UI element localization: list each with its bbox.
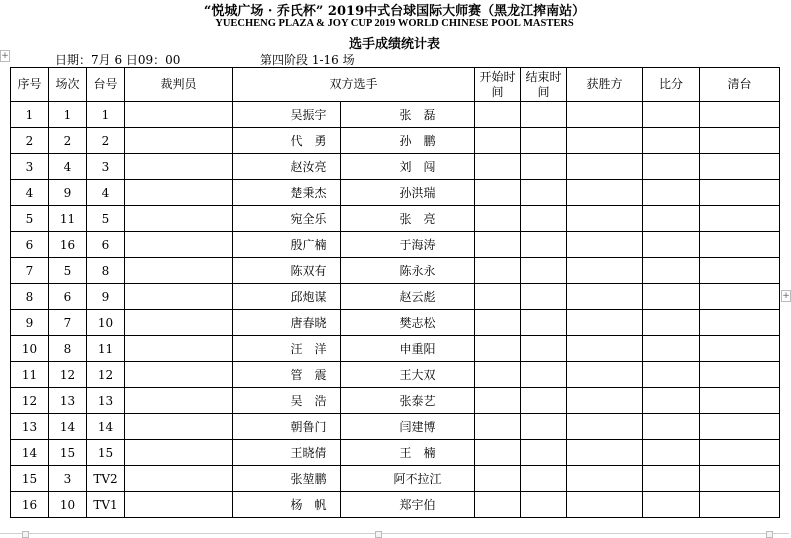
end-time-cell[interactable] — [521, 284, 567, 310]
player-a-cell: 张堃鹏 — [233, 466, 341, 492]
seq-cell: 14 — [11, 440, 49, 466]
player-a-cell: 陈双有 — [233, 258, 341, 284]
winner-cell[interactable] — [567, 284, 643, 310]
score-cell[interactable] — [643, 232, 700, 258]
header-row — [11, 68, 780, 102]
table-no-cell: 9 — [87, 284, 125, 310]
start-time-cell[interactable] — [475, 258, 521, 284]
col-header-players: 双方选手 — [233, 68, 475, 102]
match-cell: 11 — [49, 206, 87, 232]
start-time-cell[interactable] — [475, 310, 521, 336]
start-time-cell[interactable] — [475, 206, 521, 232]
seq-cell: 7 — [11, 258, 49, 284]
end-time-cell[interactable] — [521, 310, 567, 336]
match-cell: 2 — [49, 128, 87, 154]
referee-cell[interactable] — [125, 180, 233, 206]
clearance-cell[interactable] — [700, 310, 780, 336]
player-b-cell: 郑宇伯 — [341, 492, 475, 518]
score-cell[interactable] — [643, 258, 700, 284]
table-row — [11, 362, 780, 388]
table-no-cell: 11 — [87, 336, 125, 362]
title-english: YUECHENG PLAZA & JOY CUP 2019 WORLD CHINESE POOL MASTERS — [215, 18, 574, 29]
score-cell[interactable] — [643, 388, 700, 414]
page-bottom-rule — [0, 533, 789, 534]
referee-cell[interactable] — [125, 414, 233, 440]
end-time-cell[interactable] — [521, 154, 567, 180]
end-time-cell[interactable] — [521, 336, 567, 362]
col-header-start-time: 开始时间 — [475, 68, 521, 102]
table-row — [11, 232, 780, 258]
start-time-cell[interactable] — [475, 232, 521, 258]
score-cell[interactable] — [643, 102, 700, 128]
seq-cell: 1 — [11, 102, 49, 128]
clearance-cell[interactable] — [700, 466, 780, 492]
col-header-seq: 序号 — [11, 68, 49, 102]
scroll-tick-left-icon[interactable] — [22, 531, 29, 538]
seq-cell: 13 — [11, 414, 49, 440]
match-cell: 15 — [49, 440, 87, 466]
player-b-cell: 张 亮 — [341, 206, 475, 232]
player-a-cell: 唐春晓 — [233, 310, 341, 336]
player-b-cell: 张 磊 — [341, 102, 475, 128]
player-b-cell: 阿不拉江 — [341, 466, 475, 492]
table-row — [11, 414, 780, 440]
table-no-cell: 4 — [87, 180, 125, 206]
player-b-cell: 申重阳 — [341, 336, 475, 362]
table-row — [11, 154, 780, 180]
stage-label: 第四阶段 1-16 场 — [260, 53, 355, 67]
clearance-cell[interactable] — [700, 154, 780, 180]
table-no-cell: TV2 — [87, 466, 125, 492]
seq-cell: 8 — [11, 284, 49, 310]
start-time-cell[interactable] — [475, 180, 521, 206]
seq-cell: 10 — [11, 336, 49, 362]
winner-cell[interactable] — [567, 466, 643, 492]
clearance-cell[interactable] — [700, 362, 780, 388]
score-cell[interactable] — [643, 206, 700, 232]
table-no-cell: 10 — [87, 310, 125, 336]
page-anchor-icon[interactable]: + — [1, 51, 9, 61]
clearance-cell[interactable] — [700, 388, 780, 414]
table-row — [11, 180, 780, 206]
sheet-subtitle: 选手成绩统计表 — [348, 37, 440, 52]
seq-cell: 5 — [11, 206, 49, 232]
table-no-cell: 2 — [87, 128, 125, 154]
match-cell: 4 — [49, 154, 87, 180]
match-date: 日期：7月 6 日09：00 — [55, 53, 181, 67]
winner-cell[interactable] — [567, 414, 643, 440]
score-cell[interactable] — [643, 336, 700, 362]
start-time-cell[interactable] — [475, 492, 521, 518]
end-time-cell[interactable] — [521, 128, 567, 154]
table-no-cell: 15 — [87, 440, 125, 466]
match-cell: 10 — [49, 492, 87, 518]
winner-cell[interactable] — [567, 492, 643, 518]
seq-cell: 16 — [11, 492, 49, 518]
player-b-cell: 孙 鹏 — [341, 128, 475, 154]
start-time-cell[interactable] — [475, 128, 521, 154]
match-cell: 6 — [49, 284, 87, 310]
side-anchor-icon[interactable]: + — [782, 291, 790, 301]
seq-cell: 2 — [11, 128, 49, 154]
start-time-cell[interactable] — [475, 154, 521, 180]
player-b-cell: 孙洪瑞 — [341, 180, 475, 206]
match-cell: 14 — [49, 414, 87, 440]
col-header-winner: 获胜方 — [567, 68, 643, 102]
match-cell: 13 — [49, 388, 87, 414]
table-no-cell: 13 — [87, 388, 125, 414]
clearance-cell[interactable] — [700, 336, 780, 362]
referee-cell[interactable] — [125, 336, 233, 362]
table-row — [11, 258, 780, 284]
table-row — [11, 388, 780, 414]
end-time-cell[interactable] — [521, 388, 567, 414]
referee-cell[interactable] — [125, 232, 233, 258]
score-cell[interactable] — [643, 310, 700, 336]
player-a-cell: 管 震 — [233, 362, 341, 388]
seq-cell: 11 — [11, 362, 49, 388]
start-time-cell[interactable] — [475, 414, 521, 440]
table-no-cell: TV1 — [87, 492, 125, 518]
scroll-tick-right-icon[interactable] — [766, 531, 773, 538]
seq-cell: 6 — [11, 232, 49, 258]
player-b-cell: 闫建博 — [341, 414, 475, 440]
table-no-cell: 14 — [87, 414, 125, 440]
score-cell[interactable] — [643, 466, 700, 492]
start-time-cell[interactable] — [475, 466, 521, 492]
referee-cell[interactable] — [125, 258, 233, 284]
referee-cell[interactable] — [125, 284, 233, 310]
match-cell: 5 — [49, 258, 87, 284]
seq-cell: 9 — [11, 310, 49, 336]
col-header-score: 比分 — [643, 68, 700, 102]
end-time-cell[interactable] — [521, 180, 567, 206]
table-no-cell: 5 — [87, 206, 125, 232]
seq-cell: 15 — [11, 466, 49, 492]
table-row — [11, 128, 780, 154]
clearance-cell[interactable] — [700, 232, 780, 258]
clearance-cell[interactable] — [700, 492, 780, 518]
clearance-cell[interactable] — [700, 440, 780, 466]
player-a-cell: 朝鲁门 — [233, 414, 341, 440]
score-cell[interactable] — [643, 492, 700, 518]
clearance-cell[interactable] — [700, 206, 780, 232]
match-cell: 7 — [49, 310, 87, 336]
player-b-cell: 王 楠 — [341, 440, 475, 466]
table-body — [11, 102, 780, 518]
clearance-cell[interactable] — [700, 180, 780, 206]
table-row — [11, 284, 780, 310]
seq-cell: 12 — [11, 388, 49, 414]
results-table — [10, 67, 780, 518]
winner-cell[interactable] — [567, 128, 643, 154]
clearance-cell[interactable] — [700, 102, 780, 128]
table-row — [11, 466, 780, 492]
player-b-cell: 于海涛 — [341, 232, 475, 258]
table-row — [11, 102, 780, 128]
winner-cell[interactable] — [567, 388, 643, 414]
player-b-cell: 樊志松 — [341, 310, 475, 336]
col-header-table-no: 台号 — [87, 68, 125, 102]
referee-cell[interactable] — [125, 310, 233, 336]
player-a-cell: 汪 洋 — [233, 336, 341, 362]
player-a-cell: 杨 帆 — [233, 492, 341, 518]
col-header-match: 场次 — [49, 68, 87, 102]
table-no-cell: 3 — [87, 154, 125, 180]
table-no-cell: 12 — [87, 362, 125, 388]
referee-cell[interactable] — [125, 128, 233, 154]
player-a-cell: 吴 浩 — [233, 388, 341, 414]
player-a-cell: 邱炮谋 — [233, 284, 341, 310]
referee-cell[interactable] — [125, 388, 233, 414]
table-row — [11, 492, 780, 518]
end-time-cell[interactable] — [521, 440, 567, 466]
match-cell: 8 — [49, 336, 87, 362]
end-time-cell[interactable] — [521, 232, 567, 258]
referee-cell[interactable] — [125, 466, 233, 492]
player-a-cell: 吴振宇 — [233, 102, 341, 128]
col-header-end-time: 结束时间 — [521, 68, 567, 102]
start-time-cell[interactable] — [475, 284, 521, 310]
clearance-cell[interactable] — [700, 414, 780, 440]
start-time-cell[interactable] — [475, 440, 521, 466]
end-time-cell[interactable] — [521, 206, 567, 232]
player-a-cell: 宛全乐 — [233, 206, 341, 232]
winner-cell[interactable] — [567, 310, 643, 336]
winner-cell[interactable] — [567, 154, 643, 180]
score-cell[interactable] — [643, 128, 700, 154]
referee-cell[interactable] — [125, 206, 233, 232]
table-row — [11, 336, 780, 362]
col-header-referee: 裁判员 — [125, 68, 233, 102]
start-time-cell[interactable] — [475, 388, 521, 414]
end-time-cell[interactable] — [521, 492, 567, 518]
winner-cell[interactable] — [567, 362, 643, 388]
match-cell: 9 — [49, 180, 87, 206]
winner-cell[interactable] — [567, 336, 643, 362]
referee-cell[interactable] — [125, 492, 233, 518]
winner-cell[interactable] — [567, 102, 643, 128]
score-cell[interactable] — [643, 154, 700, 180]
referee-cell[interactable] — [125, 102, 233, 128]
score-cell[interactable] — [643, 284, 700, 310]
match-cell: 3 — [49, 466, 87, 492]
referee-cell[interactable] — [125, 154, 233, 180]
end-time-cell[interactable] — [521, 362, 567, 388]
player-b-cell: 赵云彪 — [341, 284, 475, 310]
start-time-cell[interactable] — [475, 102, 521, 128]
clearance-cell[interactable] — [700, 284, 780, 310]
player-a-cell: 殷广楠 — [233, 232, 341, 258]
score-cell[interactable] — [643, 414, 700, 440]
player-a-cell: 王晓倩 — [233, 440, 341, 466]
table-row — [11, 206, 780, 232]
table-row — [11, 310, 780, 336]
referee-cell[interactable] — [125, 440, 233, 466]
player-b-cell: 刘 闯 — [341, 154, 475, 180]
clearance-cell[interactable] — [700, 258, 780, 284]
table-no-cell: 1 — [87, 102, 125, 128]
player-b-cell: 陈永永 — [341, 258, 475, 284]
seq-cell: 3 — [11, 154, 49, 180]
player-a-cell: 赵汝亮 — [233, 154, 341, 180]
match-cell: 1 — [49, 102, 87, 128]
winner-cell[interactable] — [567, 258, 643, 284]
player-a-cell: 代 勇 — [233, 128, 341, 154]
match-cell: 16 — [49, 232, 87, 258]
scroll-tick-mid-icon[interactable] — [375, 531, 382, 538]
score-cell[interactable] — [643, 362, 700, 388]
col-header-clearance: 清台 — [700, 68, 780, 102]
winner-cell[interactable] — [567, 232, 643, 258]
referee-cell[interactable] — [125, 362, 233, 388]
score-cell[interactable] — [643, 180, 700, 206]
player-a-cell: 楚秉杰 — [233, 180, 341, 206]
end-time-cell[interactable] — [521, 102, 567, 128]
winner-cell[interactable] — [567, 206, 643, 232]
start-time-cell[interactable] — [475, 362, 521, 388]
winner-cell[interactable] — [567, 440, 643, 466]
seq-cell: 4 — [11, 180, 49, 206]
end-time-cell[interactable] — [521, 466, 567, 492]
table-no-cell: 6 — [87, 232, 125, 258]
winner-cell[interactable] — [567, 180, 643, 206]
clearance-cell[interactable] — [700, 128, 780, 154]
end-time-cell[interactable] — [521, 258, 567, 284]
score-cell[interactable] — [643, 440, 700, 466]
table-no-cell: 8 — [87, 258, 125, 284]
title-chinese: “悦城广场 · 乔氏杯” 2019中式台球国际大师赛（黑龙江搾南站） — [203, 4, 586, 19]
player-b-cell: 张泰艺 — [341, 388, 475, 414]
start-time-cell[interactable] — [475, 336, 521, 362]
match-cell: 12 — [49, 362, 87, 388]
table-row — [11, 440, 780, 466]
player-b-cell: 王大双 — [341, 362, 475, 388]
end-time-cell[interactable] — [521, 414, 567, 440]
